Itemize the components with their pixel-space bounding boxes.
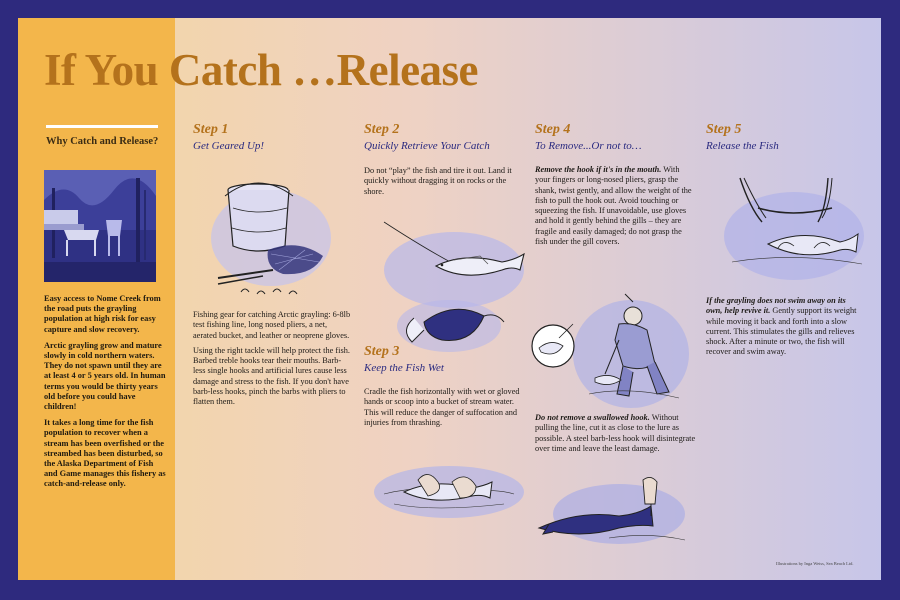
sidebar-paragraph: Arctic grayling grow and mature slowly in cold northern waters. They do not spawn until they are at least 4 or 5 years old. In human terms you would be thirty years old before you could have children! bbox=[44, 340, 166, 412]
campsite-photo bbox=[44, 170, 156, 282]
step1-paragraph: Fishing gear for catching Arctic grayling: 6-8lb test fishing line, long nosed pliers, a net, aerated bucket, and leather or neoprene gloves. bbox=[193, 310, 351, 340]
step2-paragraph: Do not “play” the fish and tire it out. Land it quickly without dragging it on rocks or the shore. bbox=[364, 166, 512, 196]
reviving-fish-illustration bbox=[722, 178, 872, 286]
fishing-gear-illustration bbox=[213, 178, 343, 298]
step5-paragraph bbox=[706, 296, 864, 358]
step5-body: Gently support its weight while moving it back and forth into a slow current. This stimulates the gills and relieves shock. After a minute or two, the fish will recover and swim away. bbox=[706, 306, 857, 357]
sidebar-text bbox=[44, 294, 168, 496]
wet-hands-illustration bbox=[374, 458, 524, 520]
illustration-credit: Illustrations by Inga Weiss, Sea Beach Ltd. bbox=[776, 561, 854, 566]
step2-subtitle: Quickly Retrieve Your Catch bbox=[364, 140, 490, 152]
sidebar-paragraph: Easy access to Nome Creek from the road puts the grayling population at high risk for easy capture and slow recovery. bbox=[44, 294, 161, 334]
step1-subtitle: Get Geared Up! bbox=[193, 140, 265, 152]
step3-text bbox=[364, 387, 526, 433]
step4-text-swallowed bbox=[535, 413, 696, 459]
step5-title: Step 5 bbox=[706, 122, 742, 137]
step5-lead: If the grayling does not swim away on its own, help revive it. bbox=[706, 296, 846, 316]
sidebar-paragraph: It takes a long time for the fish population to recover when a stream has been overfished or the streambed has been disturbed, so the Alaska Department of Fish and Game manages this fishery as catch-and-release only. bbox=[44, 418, 166, 489]
step4-text-mouth bbox=[535, 165, 696, 252]
step4-subtitle: To Remove...Or not to… bbox=[535, 140, 642, 152]
step2-title: Step 2 bbox=[364, 122, 400, 137]
angler-removing-hook-illustration bbox=[529, 294, 689, 409]
step3-title: Step 3 bbox=[364, 344, 400, 359]
step4-paragraph bbox=[535, 413, 696, 454]
step2-text bbox=[364, 166, 524, 202]
cutting-line-illustration bbox=[539, 474, 689, 546]
step1-paragraph: Using the right tackle will help protect the fish. Barbed treble hooks tear their mouths. Barb-less single hooks and artificial lures cause less damage and stress to the fish. If you don't have barb-less hooks, pinch the barbs with pliers to flatten them. bbox=[193, 345, 350, 407]
step4-body: With your fingers or long-nosed pliers, grasp the shank, twist gently, and allow the weight of the fish to pull the hook out. Avoid touching or squeezing the fish. If unavoidable, use gloves and hold it gently behind the gills – they are fragile and easily damaged; do not grasp the fish under the gill covers. bbox=[535, 165, 692, 247]
step4-lead: Remove the hook if it's in the mouth. bbox=[535, 165, 662, 174]
step4-lead: Do not remove a swallowed hook. bbox=[535, 413, 650, 422]
poster-title: If You Catch …Release bbox=[44, 45, 479, 95]
step4-body: Without pulling the line, cut it as close to the lure as possible. A steel barb-less hook will disintegrate over time and leave the least damage. bbox=[535, 413, 696, 453]
retrieve-fish-illustration bbox=[384, 218, 524, 353]
step4-paragraph bbox=[535, 165, 696, 247]
step5-subtitle: Release the Fish bbox=[706, 140, 779, 152]
step1-text bbox=[193, 310, 351, 413]
step4-title: Step 4 bbox=[535, 122, 571, 137]
step1-title: Step 1 bbox=[193, 122, 229, 137]
step3-subtitle: Keep the Fish Wet bbox=[364, 362, 444, 374]
step5-text bbox=[706, 296, 864, 363]
sidebar-heading: Why Catch and Release? bbox=[46, 136, 159, 147]
step3-paragraph: Cradle the fish horizontally with wet or gloved hands or scoop into a bucket of stream water. This will reduce the danger of suffocation and injuries from thrashing. bbox=[364, 387, 520, 427]
sidebar-divider bbox=[46, 125, 158, 128]
poster bbox=[18, 18, 881, 580]
